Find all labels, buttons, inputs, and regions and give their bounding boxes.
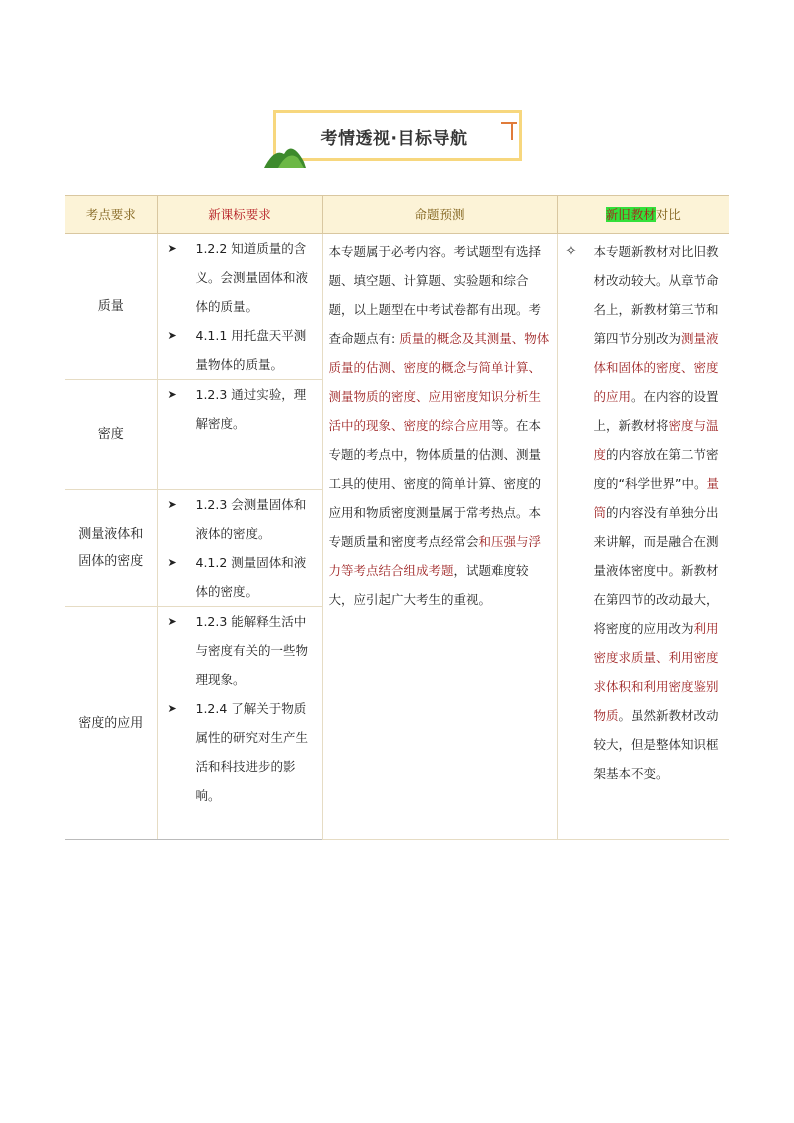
standard-item: 1.2.2 知道质量的含义。会测量固体和液体的质量。 xyxy=(195,241,309,314)
arrow-bullet-icon: ➤ xyxy=(167,702,177,715)
arrow-bullet-icon: ➤ xyxy=(167,329,177,342)
comparison-text xyxy=(594,237,722,788)
prediction-highlight: 质量的概念及其测量、物体质量的估测、密度的概念与简单计算、测量物质的密度、应用密度知识分析生活中的现象、密度的综合应用 xyxy=(328,331,550,433)
comparison-highlight: 量筒 xyxy=(593,476,719,520)
standard-item: 4.1.1 用托盘天平测量物体的质量。 xyxy=(195,328,307,372)
comparison-highlight: 密度与温度 xyxy=(593,418,719,462)
comparison-segment: 的内容没有单独分出来讲解，而是融合在测量液体密度中。新教材在第四节的改动最大，将密度的应用改为 xyxy=(593,505,719,636)
list-item xyxy=(164,548,318,606)
standard-item: 1.2.3 会测量固体和液体的密度。 xyxy=(195,497,307,541)
header-topic: 考点要求 xyxy=(65,196,157,234)
comparison-highlight: 利用密度求质量、利用密度求体积和利用密度鉴别物质 xyxy=(593,621,719,723)
list-item xyxy=(164,490,318,548)
table-header-row xyxy=(65,196,729,234)
arrow-bullet-icon: ➤ xyxy=(167,615,177,628)
diamond-bullet-icon: ✧ xyxy=(565,244,577,259)
list-item xyxy=(164,694,318,810)
banner-accent xyxy=(501,122,517,124)
section-banner xyxy=(264,110,524,168)
prediction-cell xyxy=(322,234,557,840)
header-standard-label: 新课标要求 xyxy=(208,207,271,222)
standard-cell xyxy=(157,380,322,490)
standard-cell xyxy=(157,234,322,380)
banner-title: 考情透视·目标导航 xyxy=(320,129,468,149)
prediction-highlight: 和压强与浮力等考点结合组成考题 xyxy=(328,534,542,578)
prediction-text: ，试题难度较大，应引起广大考生的重视。 xyxy=(328,563,529,607)
header-prediction: 命题预测 xyxy=(322,196,557,234)
table-row xyxy=(65,234,729,380)
prediction-text: 等。在本专题的考点中，物体质量的估测、测量工具的使用、密度的简单计算、密度的应用和物质密度测量属于常考热点。本专题质量和密度考点经常会 xyxy=(328,418,542,549)
comparison-highlight: 测量液体和固体的密度、密度的应用 xyxy=(593,331,719,404)
standard-cell xyxy=(157,607,322,840)
standard-item: 1.2.3 通过实验，理解密度。 xyxy=(195,387,307,431)
list-item xyxy=(164,380,318,438)
arrow-bullet-icon: ➤ xyxy=(167,388,177,401)
prediction-text: 本专题属于必考内容。考试题型有选择题、填空题、计算题、实验题和综合题，以上题型在中考试卷都有出现。考查命题点有: xyxy=(328,244,542,346)
exam-table xyxy=(65,195,729,840)
banner-accent-vertical xyxy=(511,122,513,140)
list-item xyxy=(164,321,318,379)
comparison-item xyxy=(564,237,722,788)
comparison-segment: 的内容放在第二节密度的“科学世界”中。 xyxy=(593,447,719,491)
topic-cell xyxy=(65,490,157,607)
comparison-cell xyxy=(557,234,729,840)
comparison-segment: 。虽然新教材改动较大，但是整体知识框架基本不变。 xyxy=(593,708,719,781)
topic-cell: 质量 xyxy=(65,234,157,380)
arrow-bullet-icon: ➤ xyxy=(167,498,177,511)
list-item xyxy=(164,607,318,694)
standard-cell xyxy=(157,490,322,607)
list-item xyxy=(164,234,318,321)
standard-item: 4.1.2 测量固体和液体的密度。 xyxy=(195,555,307,599)
topic-cell: 密度的应用 xyxy=(65,607,157,840)
topic-cell: 密度 xyxy=(65,380,157,490)
comparison-segment: 。在内容的设置上，新教材将 xyxy=(593,389,719,433)
arrow-bullet-icon: ➤ xyxy=(167,556,177,569)
header-comparison xyxy=(557,196,729,234)
header-standard xyxy=(157,196,322,234)
standard-item: 1.2.3 能解释生活中与密度有关的一些物理现象。 xyxy=(195,614,309,687)
header-comparison-rest: 对比 xyxy=(655,207,681,222)
header-comparison-highlight: 新旧教材 xyxy=(605,207,656,222)
standard-item: 1.2.4 了解关于物质属性的研究对生产生活和科技进步的影响。 xyxy=(195,701,309,803)
topic-label: 测量液体和固体的密度 xyxy=(78,527,144,569)
comparison-segment: 本专题新教材对比旧教材改动较大。从章节命名上，新教材第三节和第四节分别改为 xyxy=(593,244,719,346)
arrow-bullet-icon: ➤ xyxy=(167,242,177,255)
